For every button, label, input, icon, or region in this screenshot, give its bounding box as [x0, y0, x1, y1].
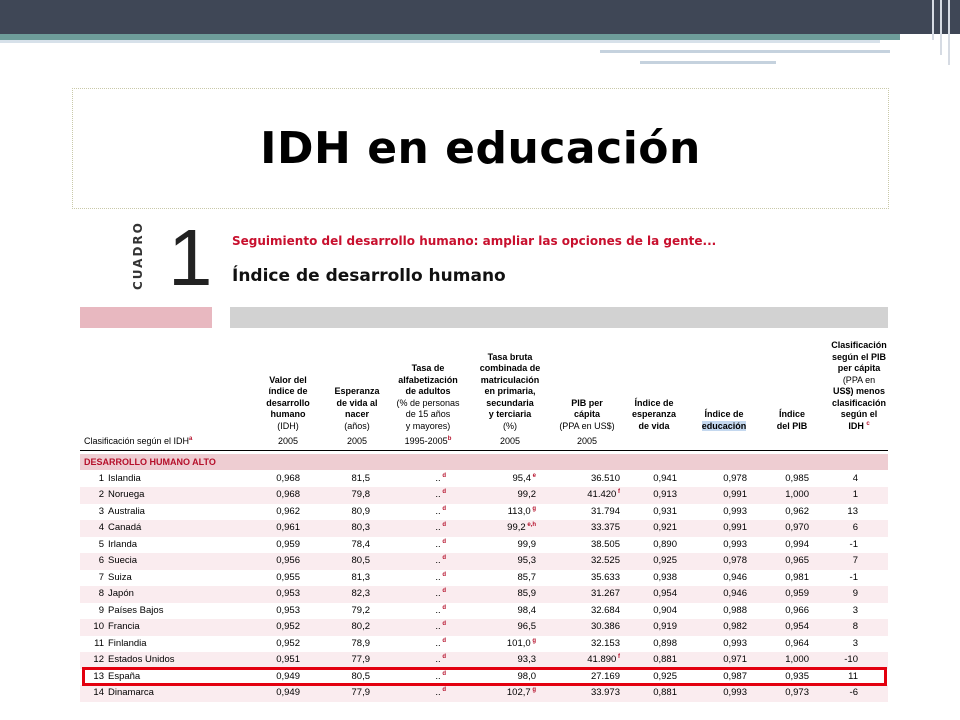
literacy-cell: .. $^d$ — [435, 587, 446, 599]
table-row — [80, 636, 888, 653]
life-expectancy-cell: 82,3 — [351, 588, 370, 599]
highlight-box — [82, 667, 887, 686]
literacy-cell: .. $^d$ — [435, 505, 446, 517]
rank-cell: 12 — [93, 654, 104, 665]
life-index-cell: 0,881 — [653, 687, 677, 698]
gdp-index-cell: 0,973 — [785, 687, 809, 698]
idh-cell: 0,949 — [276, 670, 300, 682]
header-divider — [80, 450, 888, 451]
column-year: 1995-2005$^b$ — [404, 436, 452, 446]
gdp-cell: 32.153 — [590, 637, 620, 649]
gdp-cell: 36.510 — [590, 472, 620, 484]
rank-cell: 3 — [98, 505, 104, 517]
column-header — [692, 409, 756, 432]
header-bar — [0, 0, 960, 34]
column-header-line: matriculación — [480, 374, 540, 385]
literacy-cell: .. $^d$ — [435, 571, 446, 583]
gdp-cell: 41.420 $^f$ — [587, 488, 620, 500]
column-header-line: (PPA en — [842, 374, 876, 385]
cuadro-subtitle: Seguimiento del desarrollo humano: ampliar las opciones de la gente... — [232, 234, 717, 248]
column-header-line: del PIB — [776, 420, 808, 431]
column-header-line: de vida al — [336, 397, 378, 408]
header-decor-vline — [940, 0, 942, 55]
enrolment-cell: 102,7 $^g$ — [506, 686, 536, 698]
rank-difference-cell: 13 — [847, 505, 858, 517]
enrolment-cell: 96,5 — [517, 621, 536, 632]
education-index-cell: 0,971 — [723, 654, 747, 665]
column-year: 2005 — [346, 436, 368, 446]
rank-difference-cell: 3 — [852, 604, 858, 616]
rank-cell: 5 — [98, 538, 104, 550]
column-header-line: educación — [701, 420, 747, 431]
life-expectancy-cell: 77,9 — [351, 687, 370, 698]
idh-cell: 0,962 — [276, 505, 300, 517]
gdp-index-cell: 1,000 — [785, 489, 809, 500]
idh-cell: 0,952 — [276, 637, 300, 649]
idh-cell: 0,949 — [276, 687, 300, 698]
idh-cell: 0,952 — [276, 621, 300, 632]
column-header — [622, 398, 686, 433]
column-header-line: Esperanza — [334, 386, 380, 396]
cuadro-label: CUADRO — [131, 221, 145, 290]
column-header-line: (%) — [503, 420, 517, 431]
literacy-cell: .. $^d$ — [435, 653, 446, 665]
life-index-cell: 0,925 — [653, 670, 677, 682]
column-header — [823, 340, 895, 432]
literacy-cell: .. $^d$ — [435, 686, 446, 698]
column-header — [387, 363, 469, 432]
enrolment-cell: 98,4 — [517, 604, 536, 616]
country-cell: Países Bajos — [108, 604, 164, 616]
education-index-cell: 0,993 — [723, 637, 747, 649]
life-index-cell: 0,913 — [653, 489, 677, 500]
column-header-line: Tasa bruta — [487, 351, 533, 362]
rank-difference-cell: 1 — [852, 489, 858, 500]
header-decor-line — [600, 50, 890, 53]
table-row — [80, 537, 888, 554]
rank-cell: 7 — [98, 571, 104, 583]
enrolment-cell: 85,9 — [517, 588, 536, 599]
education-index-cell: 0,978 — [723, 555, 747, 566]
country-cell: Suiza — [108, 571, 132, 583]
life-expectancy-cell: 80,3 — [351, 522, 370, 533]
gdp-cell: 38.505 — [590, 538, 620, 550]
life-expectancy-cell: 79,2 — [351, 604, 370, 616]
gdp-index-cell: 0,959 — [785, 588, 809, 599]
enrolment-cell: 95,4 $^e$ — [512, 472, 536, 484]
rank-difference-cell: 9 — [852, 588, 858, 599]
column-header — [327, 386, 387, 432]
life-index-cell: 0,931 — [653, 505, 677, 517]
header-decor-vline — [932, 0, 934, 40]
column-header-line: Índice de — [704, 409, 744, 419]
rank-cell: 4 — [98, 522, 104, 533]
enrolment-cell: 113,0 $^g$ — [507, 505, 536, 517]
column-header-line: combinada de — [479, 363, 541, 373]
gdp-cell: 33.375 — [590, 522, 620, 533]
table-row — [80, 603, 888, 620]
rank-difference-cell: 7 — [852, 555, 858, 566]
rank-difference-cell: -10 — [844, 654, 858, 665]
gdp-cell: 32.525 — [590, 555, 620, 566]
slide-title-box — [72, 88, 889, 209]
education-index-cell: 0,978 — [723, 472, 747, 484]
life-expectancy-cell: 77,9 — [351, 654, 370, 665]
enrolment-cell: 98,0 — [517, 670, 536, 682]
gdp-index-cell: 0,994 — [785, 538, 809, 550]
table-row — [80, 520, 888, 537]
country-cell: Australia — [108, 505, 145, 517]
header-decor-line — [0, 40, 880, 43]
life-index-cell: 0,941 — [653, 472, 677, 484]
column-year: 2005 — [499, 436, 521, 446]
column-header-line: de vida — [638, 420, 670, 431]
column-header-line: de adultos — [405, 386, 451, 396]
rank-difference-cell: -1 — [849, 538, 858, 550]
gdp-index-cell: 0,970 — [785, 522, 809, 533]
header-decor-line — [640, 61, 776, 64]
education-index-cell: 0,991 — [723, 489, 747, 500]
education-index-cell: 0,982 — [723, 621, 747, 632]
rank-cell: 1 — [98, 472, 104, 484]
life-index-cell: 0,919 — [653, 621, 677, 632]
header-decor-vline — [948, 0, 950, 65]
column-header-line: y terciaria — [488, 409, 532, 419]
education-index-cell: 0,993 — [723, 538, 747, 550]
life-index-cell: 0,898 — [653, 637, 677, 649]
education-index-cell: 0,988 — [723, 604, 747, 616]
country-cell: Estados Unidos — [108, 654, 175, 665]
column-header-line: según el — [840, 409, 878, 419]
column-header-line: Índice de — [634, 397, 674, 408]
country-cell: Irlanda — [108, 538, 138, 550]
enrolment-cell: 85,7 — [517, 571, 536, 583]
cuadro-heading: Índice de desarrollo humano — [232, 266, 506, 286]
cuadro-gray-bar — [230, 307, 888, 328]
column-header-line: índice de — [268, 386, 308, 396]
country-cell: España — [108, 670, 141, 682]
idh-cell: 0,968 — [276, 489, 300, 500]
gdp-cell: 33.973 — [590, 687, 620, 698]
idh-cell: 0,956 — [276, 555, 300, 566]
gdp-index-cell: 0,966 — [785, 604, 809, 616]
column-header-line: clasificación — [831, 397, 887, 408]
education-index-cell: 0,993 — [723, 505, 747, 517]
literacy-cell: .. $^d$ — [435, 554, 446, 566]
column-header — [470, 352, 550, 433]
literacy-cell: .. $^d$ — [435, 538, 446, 550]
enrolment-cell: 101,0 $^g$ — [506, 637, 536, 649]
rank-difference-cell: 11 — [848, 670, 858, 682]
rank-difference-cell: 3 — [852, 637, 858, 649]
column-header-line: IDH $^c$ — [848, 420, 870, 431]
enrolment-cell: 95,3 — [517, 555, 536, 566]
education-index-cell: 0,946 — [723, 571, 747, 583]
column-header — [764, 409, 820, 432]
country-cell: Finlandia — [108, 637, 147, 649]
literacy-cell: .. $^d$ — [435, 620, 446, 632]
idh-cell: 0,968 — [276, 472, 300, 484]
table-row — [80, 685, 888, 702]
column-header-line: cápita — [573, 409, 600, 419]
rank-difference-cell: -6 — [849, 687, 858, 698]
literacy-cell: .. $^d$ — [435, 521, 446, 533]
idh-cell: 0,961 — [276, 522, 300, 533]
life-expectancy-cell: 79,8 — [351, 489, 370, 500]
column-header-line: Clasificación — [831, 340, 887, 350]
rank-cell: 10 — [93, 621, 104, 632]
rank-column-label: Clasificación según el IDH$^a$ — [84, 436, 193, 446]
column-header-line: (% de personas — [396, 397, 460, 408]
rank-difference-cell: 6 — [852, 522, 858, 533]
literacy-cell: .. $^d$ — [435, 472, 446, 484]
gdp-cell: 41.890 $^f$ — [587, 653, 620, 665]
idh-cell: 0,953 — [276, 588, 300, 599]
column-header-line: Índice — [778, 409, 805, 419]
gdp-cell: 30.386 — [590, 621, 620, 632]
life-expectancy-cell: 80,5 — [351, 670, 370, 682]
education-index-cell: 0,946 — [723, 588, 747, 599]
column-header-line: esperanza — [631, 409, 677, 419]
rank-cell: 13 — [93, 670, 104, 682]
idh-cell: 0,953 — [276, 604, 300, 616]
column-header-line: US$) menos — [832, 386, 885, 396]
column-header-line: alfabetización — [398, 374, 458, 385]
table-row — [80, 553, 888, 570]
column-header-line: según el PIB — [831, 351, 886, 362]
country-cell: Japón — [108, 588, 134, 599]
cuadro-number: 1 — [168, 213, 213, 302]
gdp-cell: 31.794 — [590, 505, 620, 517]
gdp-index-cell: 1,000 — [785, 654, 809, 665]
rank-difference-cell: 8 — [852, 621, 858, 632]
life-index-cell: 0,938 — [653, 571, 677, 583]
column-header-line: (PPA en US$) — [559, 420, 615, 431]
column-header-line: y mayores) — [405, 420, 451, 431]
enrolment-cell: 99,9 — [517, 538, 536, 550]
gdp-index-cell: 0,954 — [785, 621, 809, 632]
life-index-cell: 0,890 — [653, 538, 677, 550]
column-header-line: en primaria, — [484, 386, 536, 396]
enrolment-cell: 99,2 $^{e,h}$ — [507, 521, 536, 533]
gdp-index-cell: 0,965 — [785, 555, 809, 566]
life-expectancy-cell: 80,9 — [351, 505, 370, 517]
idh-cell: 0,959 — [276, 538, 300, 550]
table-row — [80, 471, 888, 488]
country-cell: Noruega — [108, 489, 145, 500]
slide-title: IDH en educación — [260, 123, 701, 174]
column-year: 2005 — [576, 436, 598, 446]
country-cell: Dinamarca — [108, 687, 154, 698]
column-header-line: humano — [270, 409, 306, 419]
life-expectancy-cell: 78,4 — [351, 538, 370, 550]
gdp-index-cell: 0,962 — [785, 505, 809, 517]
rank-cell: 11 — [94, 637, 104, 649]
gdp-index-cell: 0,935 — [785, 670, 809, 682]
table-row — [80, 570, 888, 587]
enrolment-cell: 93,3 — [517, 654, 536, 665]
column-header-line: (IDH) — [277, 420, 299, 431]
country-cell: Islandia — [108, 472, 141, 484]
life-expectancy-cell: 80,2 — [351, 621, 370, 632]
column-header-line: de 15 años — [405, 409, 451, 419]
country-cell: Francia — [108, 621, 140, 632]
column-header-line: nacer — [344, 409, 370, 419]
country-cell: Suecia — [108, 555, 138, 566]
life-expectancy-cell: 81,5 — [351, 472, 370, 484]
gdp-index-cell: 0,985 — [785, 472, 809, 484]
column-header-line: per cápita — [837, 363, 881, 373]
enrolment-cell: 99,2 — [517, 489, 536, 500]
literacy-cell: .. $^d$ — [435, 604, 446, 616]
cuadro-pink-bar — [80, 307, 212, 328]
rank-cell: 2 — [98, 489, 104, 500]
column-header-line: desarrollo — [266, 397, 310, 408]
gdp-index-cell: 0,964 — [785, 637, 809, 649]
gdp-index-cell: 0,981 — [785, 571, 809, 583]
life-index-cell: 0,954 — [653, 588, 677, 599]
education-index-cell: 0,993 — [723, 687, 747, 698]
life-expectancy-cell: 81,3 — [351, 571, 370, 583]
literacy-cell: .. $^d$ — [435, 670, 446, 682]
idh-cell: 0,955 — [276, 571, 300, 583]
gdp-cell: 35.633 — [590, 571, 620, 583]
literacy-cell: .. $^d$ — [435, 637, 446, 649]
rank-difference-cell: 4 — [852, 472, 858, 484]
column-header — [255, 375, 321, 433]
idh-cell: 0,951 — [276, 654, 300, 665]
table-row — [80, 586, 888, 603]
rank-difference-cell: -1 — [849, 571, 858, 583]
rank-cell: 14 — [93, 687, 104, 698]
life-expectancy-cell: 78,9 — [351, 637, 370, 649]
life-index-cell: 0,921 — [653, 522, 677, 533]
life-index-cell: 0,904 — [653, 604, 677, 616]
table-row — [80, 504, 888, 521]
section-header: DESARROLLO HUMANO ALTO — [80, 454, 888, 470]
column-header-line: PIB per — [571, 397, 603, 408]
life-index-cell: 0,881 — [653, 654, 677, 665]
gdp-cell: 31.267 — [590, 588, 620, 599]
rank-cell: 8 — [98, 588, 104, 599]
country-cell: Canadá — [108, 522, 142, 533]
column-year: 2005 — [277, 436, 299, 446]
gdp-cell: 32.684 — [590, 604, 620, 616]
education-index-cell: 0,987 — [723, 670, 747, 682]
literacy-cell: .. $^d$ — [435, 488, 446, 500]
rank-cell: 6 — [98, 555, 104, 566]
column-header-line: (años) — [344, 420, 370, 431]
education-index-cell: 0,991 — [723, 522, 747, 533]
table-row — [80, 487, 888, 504]
gdp-cell: 27.169 — [590, 670, 620, 682]
rank-cell: 9 — [98, 604, 104, 616]
column-header-line: Tasa de — [411, 363, 445, 373]
life-index-cell: 0,925 — [653, 555, 677, 566]
table-row — [80, 619, 888, 636]
life-expectancy-cell: 80,5 — [351, 555, 370, 566]
column-header-line: secundaria — [486, 397, 534, 408]
column-header — [552, 398, 622, 433]
column-header-line: Valor del — [269, 374, 307, 385]
